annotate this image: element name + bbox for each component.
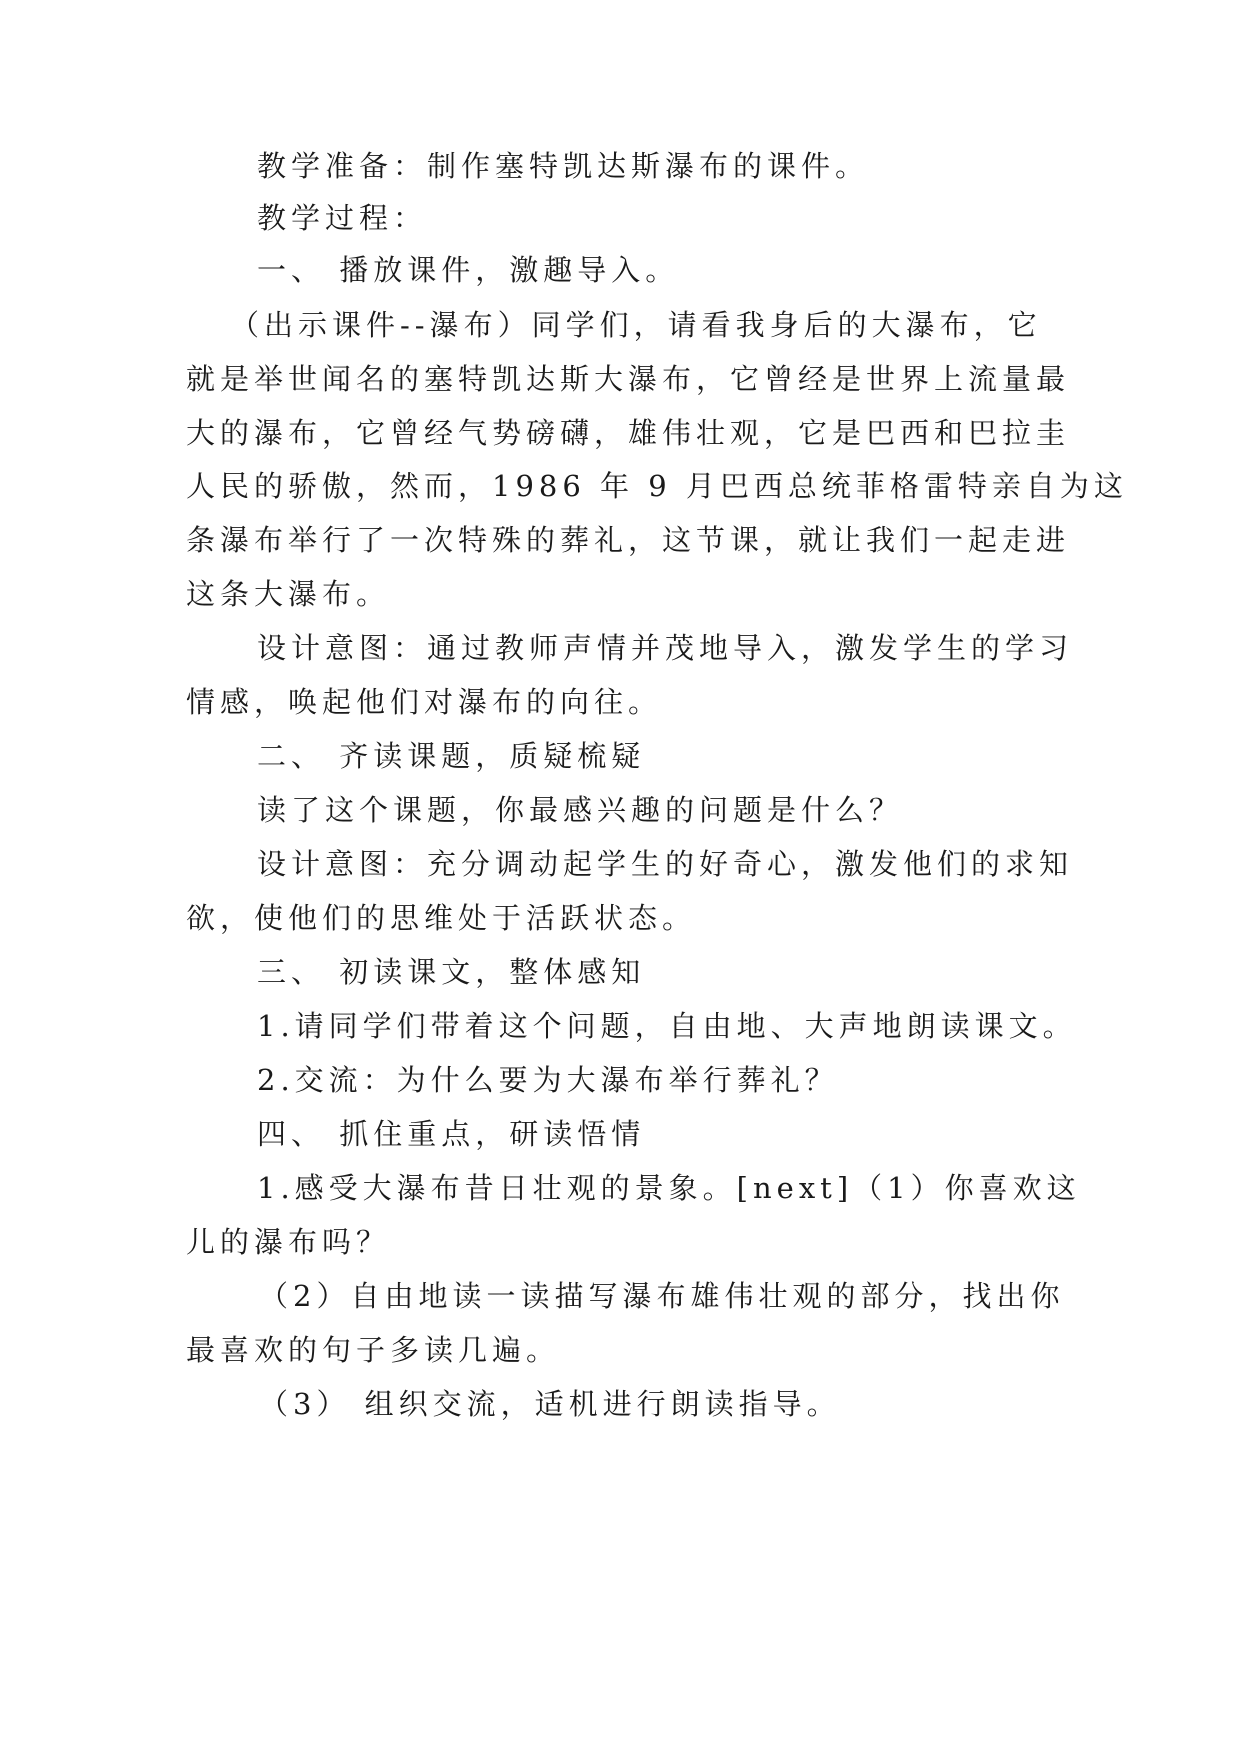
heading-section-3: 三、 初读课文，整体感知 <box>257 955 646 989</box>
text-line-teaching-prep: 教学准备：制作塞特凯达斯瀑布的课件。 <box>257 149 870 183</box>
heading-section-1: 一、 播放课件，激趣导入。 <box>257 253 680 287</box>
paragraph-intro-line-6: 这条大瀑布。 <box>186 577 391 611</box>
design-intent-2-line-2: 欲，使他们的思维处于活跃状态。 <box>186 901 697 935</box>
design-intent-1-line-2: 情感，唤起他们对瀑布的向往。 <box>186 685 663 719</box>
heading-section-4: 四、 抓住重点，研读悟情 <box>257 1117 646 1151</box>
paragraph-intro-line-4: 人民的骄傲，然而，1986 年 9 月巴西总统菲格雷特亲自为这 <box>186 469 1128 503</box>
paragraph-read-line-2: 最喜欢的句子多读几遍。 <box>186 1333 561 1367</box>
paragraph-exchange: （3） 组织交流，适机进行朗读指导。 <box>259 1387 841 1421</box>
text-line-teaching-process: 教学过程： <box>257 201 428 235</box>
paragraph-read-line-1: （2）自由地读一读描写瀑布雄伟壮观的部分，找出你 <box>259 1279 1065 1313</box>
paragraph-scene-line-1: 1.感受大瀑布昔日壮观的景象。[next]（1）你喜欢这 <box>257 1171 1081 1205</box>
list-item-1: 1.请同学们带着这个问题，自由地、大声地朗读课文。 <box>257 1009 1077 1043</box>
design-intent-2-line-1: 设计意图：充分调动起学生的好奇心，激发他们的求知 <box>257 847 1074 881</box>
text-line-question: 读了这个课题，你最感兴趣的问题是什么？ <box>257 793 904 827</box>
paragraph-intro-line-3: 大的瀑布，它曾经气势磅礴，雄伟壮观，它是巴西和巴拉圭 <box>186 416 1071 450</box>
paragraph-scene-line-2: 儿的瀑布吗？ <box>186 1225 391 1259</box>
heading-section-2: 二、 齐读课题，质疑梳疑 <box>257 739 646 773</box>
paragraph-intro-line-1: （出示课件--瀑布）同学们，请看我身后的大瀑布，它 <box>230 308 1042 342</box>
paragraph-intro-line-2: 就是举世闻名的塞特凯达斯大瀑布，它曾经是世界上流量最 <box>186 362 1071 396</box>
list-item-2: 2.交流：为什么要为大瀑布举行葬礼？ <box>257 1063 839 1097</box>
paragraph-intro-line-5: 条瀑布举行了一次特殊的葬礼，这节课，就让我们一起走进 <box>186 523 1071 557</box>
design-intent-1-line-1: 设计意图：通过教师声情并茂地导入，激发学生的学习 <box>257 631 1074 665</box>
